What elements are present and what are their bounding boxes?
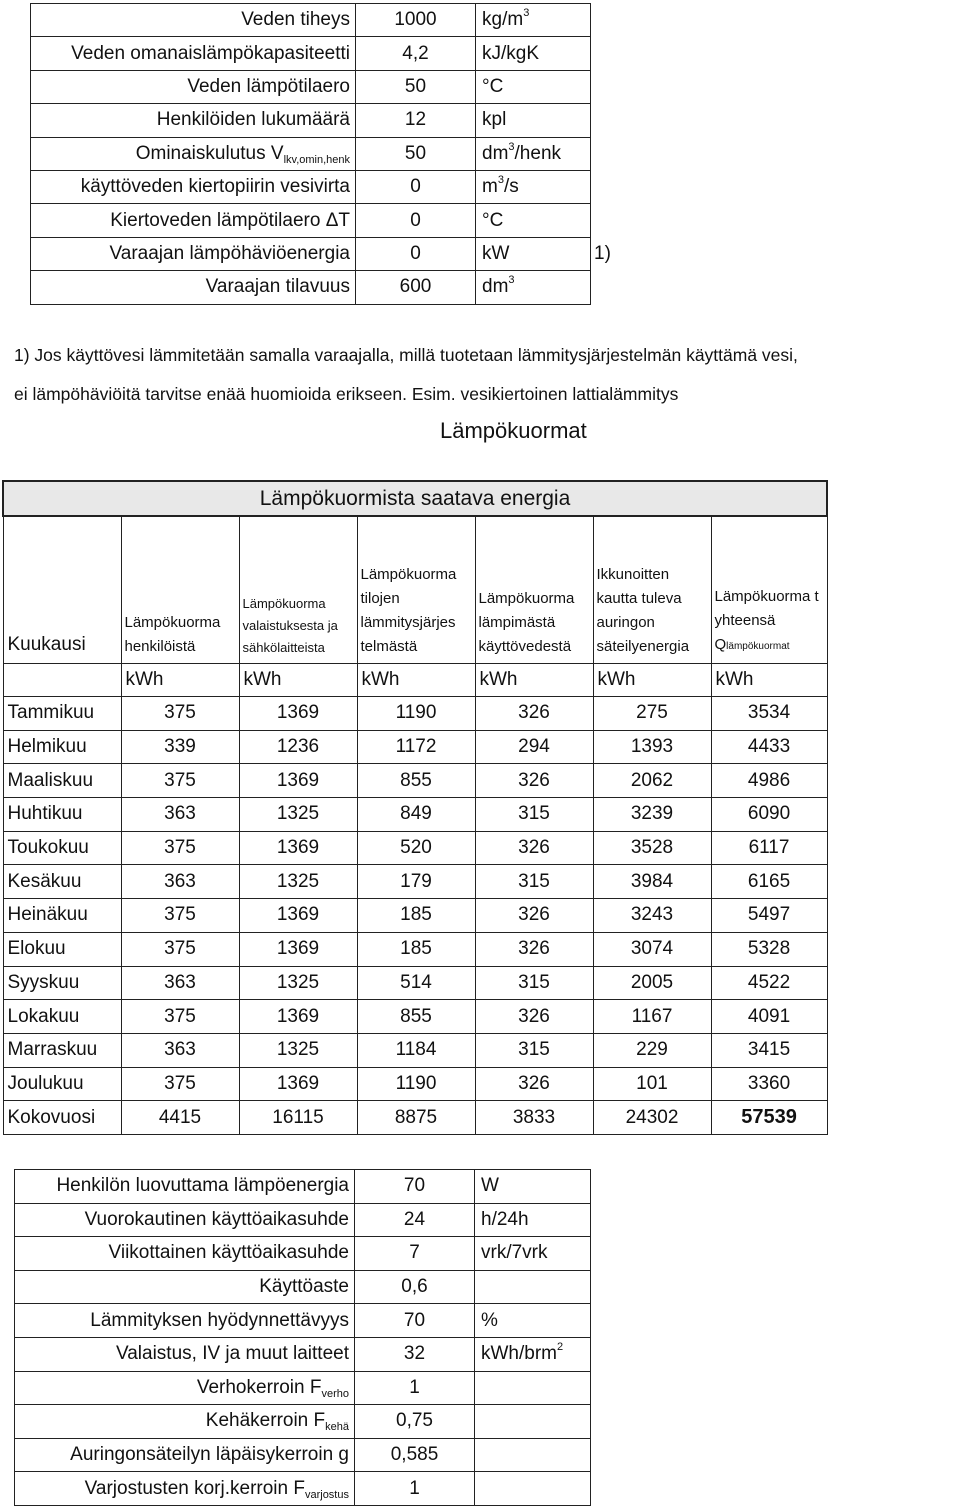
value-cell: 275 bbox=[593, 697, 711, 731]
table-row bbox=[3, 1033, 827, 1067]
value-cell: 1325 bbox=[239, 865, 357, 899]
param-unit: W bbox=[475, 1170, 591, 1204]
value-cell: 57539 bbox=[711, 1101, 827, 1135]
param-row bbox=[31, 237, 661, 270]
value-cell: 363 bbox=[121, 865, 239, 899]
param-value: 0 bbox=[356, 170, 476, 203]
param-label: Varjostusten korj.kerroin $F_{varjostus}$ bbox=[15, 1472, 355, 1506]
param-value: 12 bbox=[356, 104, 476, 137]
param-unit: $m^3/s$ bbox=[476, 170, 591, 203]
value-cell: 1369 bbox=[239, 831, 357, 865]
value-cell: 326 bbox=[475, 899, 593, 933]
param-label: Varaajan lämpöhäviöenergia bbox=[31, 237, 356, 270]
param-unit bbox=[475, 1371, 591, 1405]
param-value: 32 bbox=[355, 1337, 475, 1371]
month-cell: Tammikuu bbox=[3, 697, 121, 731]
value-cell: 315 bbox=[475, 1033, 593, 1067]
param-note bbox=[591, 204, 661, 237]
param-label: Veden omanaislämpökapasiteetti bbox=[31, 37, 356, 70]
unit-cell: kWh bbox=[711, 664, 827, 697]
value-cell: 1190 bbox=[357, 697, 475, 731]
value-cell: 3360 bbox=[711, 1067, 827, 1101]
unit-cell bbox=[3, 664, 121, 697]
param-row bbox=[31, 104, 661, 137]
table-row bbox=[3, 831, 827, 865]
param-value: 24 bbox=[355, 1203, 475, 1237]
value-cell: 3239 bbox=[593, 798, 711, 832]
param-label: Varaajan tilavuus bbox=[31, 271, 356, 304]
param-row bbox=[31, 37, 661, 70]
month-cell: Helmikuu bbox=[3, 730, 121, 764]
value-cell: 1167 bbox=[593, 1000, 711, 1034]
month-cell: Maaliskuu bbox=[3, 764, 121, 798]
param-unit: °C bbox=[476, 70, 591, 103]
value-cell: 3833 bbox=[475, 1101, 593, 1135]
unit-cell: kWh bbox=[593, 664, 711, 697]
param-unit bbox=[475, 1405, 591, 1439]
param-value: 4,2 bbox=[356, 37, 476, 70]
value-cell: 1393 bbox=[593, 730, 711, 764]
value-cell: 339 bbox=[121, 730, 239, 764]
param-value: 1000 bbox=[356, 4, 476, 37]
month-cell: Kesäkuu bbox=[3, 865, 121, 899]
month-cell: Kokovuosi bbox=[3, 1101, 121, 1135]
value-cell: 1236 bbox=[239, 730, 357, 764]
energy-table-title-row bbox=[3, 481, 827, 516]
table-row bbox=[3, 697, 827, 731]
param-row bbox=[15, 1438, 591, 1472]
value-cell: 520 bbox=[357, 831, 475, 865]
param-row bbox=[15, 1337, 591, 1371]
column-header: Lämpökuorma lämpimästä käyttövedestä bbox=[475, 516, 593, 664]
value-cell: 6090 bbox=[711, 798, 827, 832]
value-cell: 375 bbox=[121, 697, 239, 731]
energy-table-header-row bbox=[3, 516, 827, 664]
param-value: 0 bbox=[356, 237, 476, 270]
value-cell: 16115 bbox=[239, 1101, 357, 1135]
value-cell: 1369 bbox=[239, 1067, 357, 1101]
param-note bbox=[591, 137, 661, 170]
table-row bbox=[3, 1000, 827, 1034]
param-unit: h/24h bbox=[475, 1203, 591, 1237]
table-row bbox=[3, 865, 827, 899]
value-cell: 24302 bbox=[593, 1101, 711, 1135]
param-value: 600 bbox=[356, 271, 476, 304]
param-unit: °C bbox=[476, 204, 591, 237]
value-cell: 514 bbox=[357, 966, 475, 1000]
param-value: 0 bbox=[356, 204, 476, 237]
value-cell: 8875 bbox=[357, 1101, 475, 1135]
param-row bbox=[15, 1304, 591, 1338]
energy-table-title: Lämpökuormista saatava energia bbox=[3, 481, 827, 516]
param-row bbox=[31, 4, 661, 37]
month-cell: Joulukuu bbox=[3, 1067, 121, 1101]
month-cell: Lokakuu bbox=[3, 1000, 121, 1034]
value-cell: 6165 bbox=[711, 865, 827, 899]
value-cell: 101 bbox=[593, 1067, 711, 1101]
value-cell: 294 bbox=[475, 730, 593, 764]
value-cell: 1369 bbox=[239, 1000, 357, 1034]
value-cell: 363 bbox=[121, 798, 239, 832]
table-row bbox=[3, 932, 827, 966]
param-row bbox=[15, 1472, 591, 1506]
param-unit: kW bbox=[476, 237, 591, 270]
param-value: 1 bbox=[355, 1371, 475, 1405]
value-cell: 1172 bbox=[357, 730, 475, 764]
param-label: Veden lämpötilaero bbox=[31, 70, 356, 103]
month-cell: Marraskuu bbox=[3, 1033, 121, 1067]
param-value: 50 bbox=[356, 70, 476, 103]
value-cell: 6117 bbox=[711, 831, 827, 865]
param-row bbox=[15, 1270, 591, 1304]
footnote-line-1: 1) Jos käyttövesi lämmitetään samalla varaajalla, millä tuotetaan lämmitysjärjestelmän käyttämä vesi, bbox=[14, 345, 798, 365]
param-label: Valaistus, IV ja muut laitteet bbox=[15, 1337, 355, 1371]
param-row bbox=[15, 1203, 591, 1237]
param-note bbox=[591, 37, 661, 70]
column-header: Ikkunoitten kautta tuleva auringon säteilyenergia bbox=[593, 516, 711, 664]
param-row bbox=[15, 1405, 591, 1439]
value-cell: 363 bbox=[121, 1033, 239, 1067]
value-cell: 5328 bbox=[711, 932, 827, 966]
param-value: 7 bbox=[355, 1237, 475, 1271]
param-label: Viikottainen käyttöaikasuhde bbox=[15, 1237, 355, 1271]
value-cell: 315 bbox=[475, 865, 593, 899]
value-cell: 326 bbox=[475, 932, 593, 966]
param-value: 70 bbox=[355, 1304, 475, 1338]
value-cell: 4433 bbox=[711, 730, 827, 764]
param-row bbox=[31, 204, 661, 237]
unit-cell: kWh bbox=[475, 664, 593, 697]
value-cell: 4415 bbox=[121, 1101, 239, 1135]
month-cell: Elokuu bbox=[3, 932, 121, 966]
value-cell: 326 bbox=[475, 1000, 593, 1034]
unit-cell: kWh bbox=[239, 664, 357, 697]
footnote-line-2: ei lämpöhäviöitä tarvitse enää huomioida erikseen. Esim. vesikiertoinen lattialämmitys bbox=[14, 384, 679, 404]
param-unit: kWh/brm$^2$ bbox=[475, 1337, 591, 1371]
column-header-total: Lämpökuorma t yhteensä Qlämpökuormat bbox=[711, 516, 827, 664]
param-row bbox=[31, 271, 661, 304]
param-label: Auringonsäteilyn läpäisykerroin g bbox=[15, 1438, 355, 1472]
value-cell: 1369 bbox=[239, 899, 357, 933]
value-cell: 3074 bbox=[593, 932, 711, 966]
value-cell: 3415 bbox=[711, 1033, 827, 1067]
param-note: 1) bbox=[594, 242, 611, 264]
param-label: Veden tiheys bbox=[31, 4, 356, 37]
table-row bbox=[3, 798, 827, 832]
value-cell: 185 bbox=[357, 932, 475, 966]
param-value: 0,75 bbox=[355, 1405, 475, 1439]
table-row bbox=[3, 966, 827, 1000]
value-cell: 375 bbox=[121, 1067, 239, 1101]
param-note bbox=[591, 104, 661, 137]
value-cell: 326 bbox=[475, 831, 593, 865]
param-unit bbox=[475, 1472, 591, 1506]
param-value: 0,585 bbox=[355, 1438, 475, 1472]
param-label: Verhokerroin $F_{verho}$ bbox=[15, 1371, 355, 1405]
table-row bbox=[3, 730, 827, 764]
value-cell: 363 bbox=[121, 966, 239, 1000]
value-cell: 375 bbox=[121, 831, 239, 865]
value-cell: 849 bbox=[357, 798, 475, 832]
param-row bbox=[15, 1237, 591, 1271]
value-cell: 326 bbox=[475, 697, 593, 731]
param-row bbox=[31, 170, 661, 203]
section-heading: Lämpökuormat bbox=[440, 418, 587, 443]
param-label: Käyttöaste bbox=[15, 1270, 355, 1304]
value-cell: 4522 bbox=[711, 966, 827, 1000]
value-cell: 3243 bbox=[593, 899, 711, 933]
table-row bbox=[3, 1101, 827, 1135]
param-label: Henkilöiden lukumäärä bbox=[31, 104, 356, 137]
value-cell: 1190 bbox=[357, 1067, 475, 1101]
value-cell: 1369 bbox=[239, 932, 357, 966]
value-cell: 375 bbox=[121, 764, 239, 798]
value-cell: 179 bbox=[357, 865, 475, 899]
unit-cell: kWh bbox=[121, 664, 239, 697]
param-unit: kpl bbox=[476, 104, 591, 137]
value-cell: 4091 bbox=[711, 1000, 827, 1034]
table-row bbox=[3, 1067, 827, 1101]
month-cell: Heinäkuu bbox=[3, 899, 121, 933]
param-label: Kiertoveden lämpötilaero ΔT bbox=[31, 204, 356, 237]
param-unit: vrk/7vrk bbox=[475, 1237, 591, 1271]
param-label: käyttöveden kiertopiirin vesivirta bbox=[31, 170, 356, 203]
param-unit: $dm^3$/henk bbox=[476, 137, 591, 170]
value-cell: 1325 bbox=[239, 1033, 357, 1067]
param-unit: $dm^3$ bbox=[476, 271, 591, 304]
param-note bbox=[591, 170, 661, 203]
value-cell: 2062 bbox=[593, 764, 711, 798]
value-cell: 326 bbox=[475, 764, 593, 798]
value-cell: 229 bbox=[593, 1033, 711, 1067]
param-unit bbox=[475, 1438, 591, 1472]
param-label: Vuorokautinen käyttöaikasuhde bbox=[15, 1203, 355, 1237]
column-header-month: Kuukausi bbox=[3, 516, 121, 664]
param-value: 50 bbox=[356, 137, 476, 170]
value-cell: 1325 bbox=[239, 798, 357, 832]
value-cell: 5497 bbox=[711, 899, 827, 933]
param-label: Lämmityksen hyödynnettävyys bbox=[15, 1304, 355, 1338]
energy-table bbox=[2, 480, 828, 1135]
value-cell: 1369 bbox=[239, 764, 357, 798]
param-value: 1 bbox=[355, 1472, 475, 1506]
param-unit: $kg/m^3$ bbox=[476, 4, 591, 37]
param-note bbox=[591, 271, 661, 304]
month-cell: Huhtikuu bbox=[3, 798, 121, 832]
param-unit: % bbox=[475, 1304, 591, 1338]
value-cell: 3528 bbox=[593, 831, 711, 865]
param-label: Henkilön luovuttama lämpöenergia bbox=[15, 1170, 355, 1204]
param-row bbox=[31, 70, 661, 103]
value-cell: 1369 bbox=[239, 697, 357, 731]
column-header: Lämpökuorma valaistuksesta ja sähkölaitteista bbox=[239, 516, 357, 664]
param-row bbox=[15, 1371, 591, 1405]
value-cell: 855 bbox=[357, 764, 475, 798]
value-cell: 375 bbox=[121, 932, 239, 966]
param-label: Ominaiskulutus $V_{lkv,omin,henk}$ bbox=[31, 137, 356, 170]
value-cell: 1325 bbox=[239, 966, 357, 1000]
param-row bbox=[31, 137, 661, 170]
month-cell: Syyskuu bbox=[3, 966, 121, 1000]
load-params-table bbox=[14, 1169, 591, 1506]
param-value: 70 bbox=[355, 1170, 475, 1204]
value-cell: 2005 bbox=[593, 966, 711, 1000]
param-note bbox=[591, 70, 661, 103]
month-cell: Toukokuu bbox=[3, 831, 121, 865]
value-cell: 3534 bbox=[711, 697, 827, 731]
table-row bbox=[3, 764, 827, 798]
units-row bbox=[3, 664, 827, 697]
param-label: Kehäkerroin $F_{kehä}$ bbox=[15, 1405, 355, 1439]
value-cell: 375 bbox=[121, 1000, 239, 1034]
param-unit bbox=[475, 1270, 591, 1304]
value-cell: 4986 bbox=[711, 764, 827, 798]
param-row bbox=[15, 1170, 591, 1204]
value-cell: 3984 bbox=[593, 865, 711, 899]
value-cell: 1184 bbox=[357, 1033, 475, 1067]
value-cell: 315 bbox=[475, 798, 593, 832]
value-cell: 855 bbox=[357, 1000, 475, 1034]
param-note bbox=[591, 4, 661, 37]
unit-cell: kWh bbox=[357, 664, 475, 697]
water-params-table bbox=[30, 3, 661, 305]
value-cell: 185 bbox=[357, 899, 475, 933]
column-header: Lämpökuorma tilojen lämmitysjärjes telmästä bbox=[357, 516, 475, 664]
table-row bbox=[3, 899, 827, 933]
column-header: Lämpökuorma henkilöistä bbox=[121, 516, 239, 664]
value-cell: 375 bbox=[121, 899, 239, 933]
param-unit: kJ/kgK bbox=[476, 37, 591, 70]
value-cell: 326 bbox=[475, 1067, 593, 1101]
param-value: 0,6 bbox=[355, 1270, 475, 1304]
value-cell: 315 bbox=[475, 966, 593, 1000]
